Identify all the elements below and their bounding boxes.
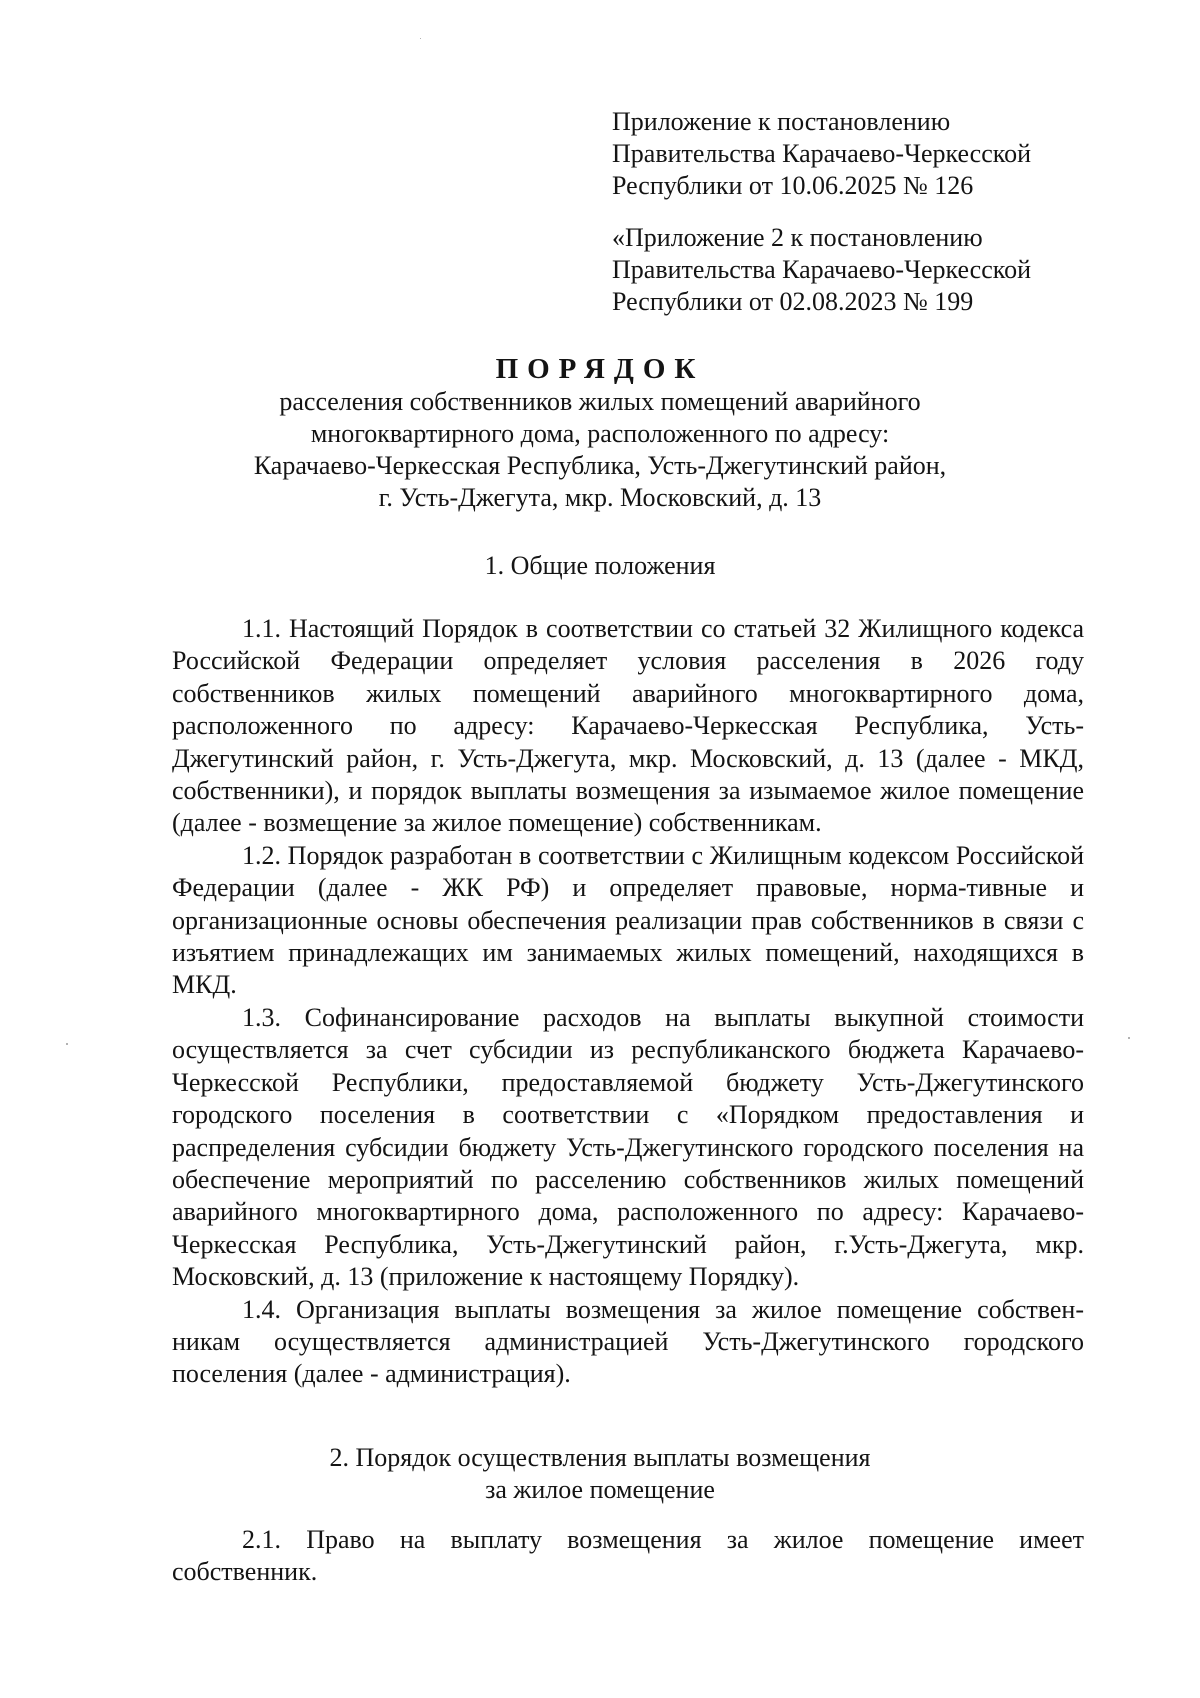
section-1-heading — [170, 550, 1030, 582]
appendix-line: Правительства Карачаево-Черкесской — [612, 139, 1031, 168]
appendix-line: Приложение к постановлению — [612, 107, 951, 136]
paragraph-1-1: 1.1. Настоящий Порядок в соответствии со статьей 32 Жилищного кодекса Российской Федерации определяет условия расселения в 2026 году собственников жилых помещений аварийного многоквартирного дома, расположенного по адресу: Карачаево-Черкесская Республика, Усть-Джегутинский район, г. Усть-Джегута, мкр. Московский, д. 13 (далее - МКД, собственники), и порядок выплаты возмещения за изымаемое жилое помещение (далее - возмещение за жилое помещение) собственникам. — [172, 614, 1084, 838]
document-subtitle — [170, 386, 1030, 514]
scan-speck — [66, 1043, 68, 1045]
appendix-line: Республики от 02.08.2023 № 199 — [612, 287, 974, 316]
section-2-heading — [170, 1442, 1030, 1506]
appendix-line: Республики от 10.06.2025 № 126 — [612, 171, 974, 200]
subtitle-line: расселения собственников жилых помещений аварийного — [279, 387, 921, 416]
section-2-body — [172, 1524, 1084, 1589]
appendix-header-secondary — [612, 222, 1172, 318]
paragraph-1-2: 1.2. Порядок разработан в соответствии с Жилищным кодексом Российской Федерации (далее - ЖК РФ) и определяет правовые, норма-тивные и организационные основы обеспечения реализации прав собственников в связи с изъятием принадлежащих им занимаемых жилых помещений, находящихся в МКД. — [172, 840, 1084, 1000]
scan-speck — [1128, 1037, 1130, 1039]
section-heading-line: 1. Общие положения — [484, 551, 716, 580]
section-1-body — [172, 613, 1084, 1391]
scan-speck — [420, 38, 421, 39]
subtitle-line: Карачаево-Черкесская Республика, Усть-Джегутинский район, — [253, 451, 947, 480]
paragraph-1-3: 1.3. Софинансирование расходов на выплаты выкупной стоимости осуществляется за счет субсидии из республиканского бюджета Карачаево-Черкесской Республики, предоставляемой бюджету Усть-Джегутинского городского поселения в соответствии с «Порядком предоставления и распределения субсидии бюджету Усть-Джегутинского городского поселения на обеспечение мероприятий по расселению собственников жилых помещений аварийного многоквартирного дома, расположенного по адресу: Карачаево-Черкесская Республика, Усть-Джегутинский район, г.Усть-Джегута, мкр. Московский, д. 13 (приложение к настоящему Порядку). — [172, 1002, 1084, 1292]
paragraph-1-4: 1.4. Организация выплаты возмещения за жилое помещение собствен-никам осуществляется администрацией Усть-Джегутинского городского поселения (далее - администрация). — [172, 1294, 1084, 1389]
subtitle-line: г. Усть-Джегута, мкр. Московский, д. 13 — [378, 483, 822, 512]
section-heading-line: за жилое помещение — [485, 1475, 715, 1504]
paragraph-2-1: 2.1. Право на выплату возмещения за жилое помещение имеет собственник. — [172, 1525, 1084, 1587]
appendix-header-primary — [612, 106, 1172, 202]
appendix-line: Правительства Карачаево-Черкесской — [612, 255, 1031, 284]
section-heading-line: 2. Порядок осуществления выплаты возмещения — [329, 1443, 871, 1472]
document-title: ПОРЯДОК — [495, 353, 705, 385]
subtitle-line: многоквартирного дома, расположенного по адресу: — [310, 419, 890, 448]
appendix-line: «Приложение 2 к постановлению — [612, 223, 983, 252]
